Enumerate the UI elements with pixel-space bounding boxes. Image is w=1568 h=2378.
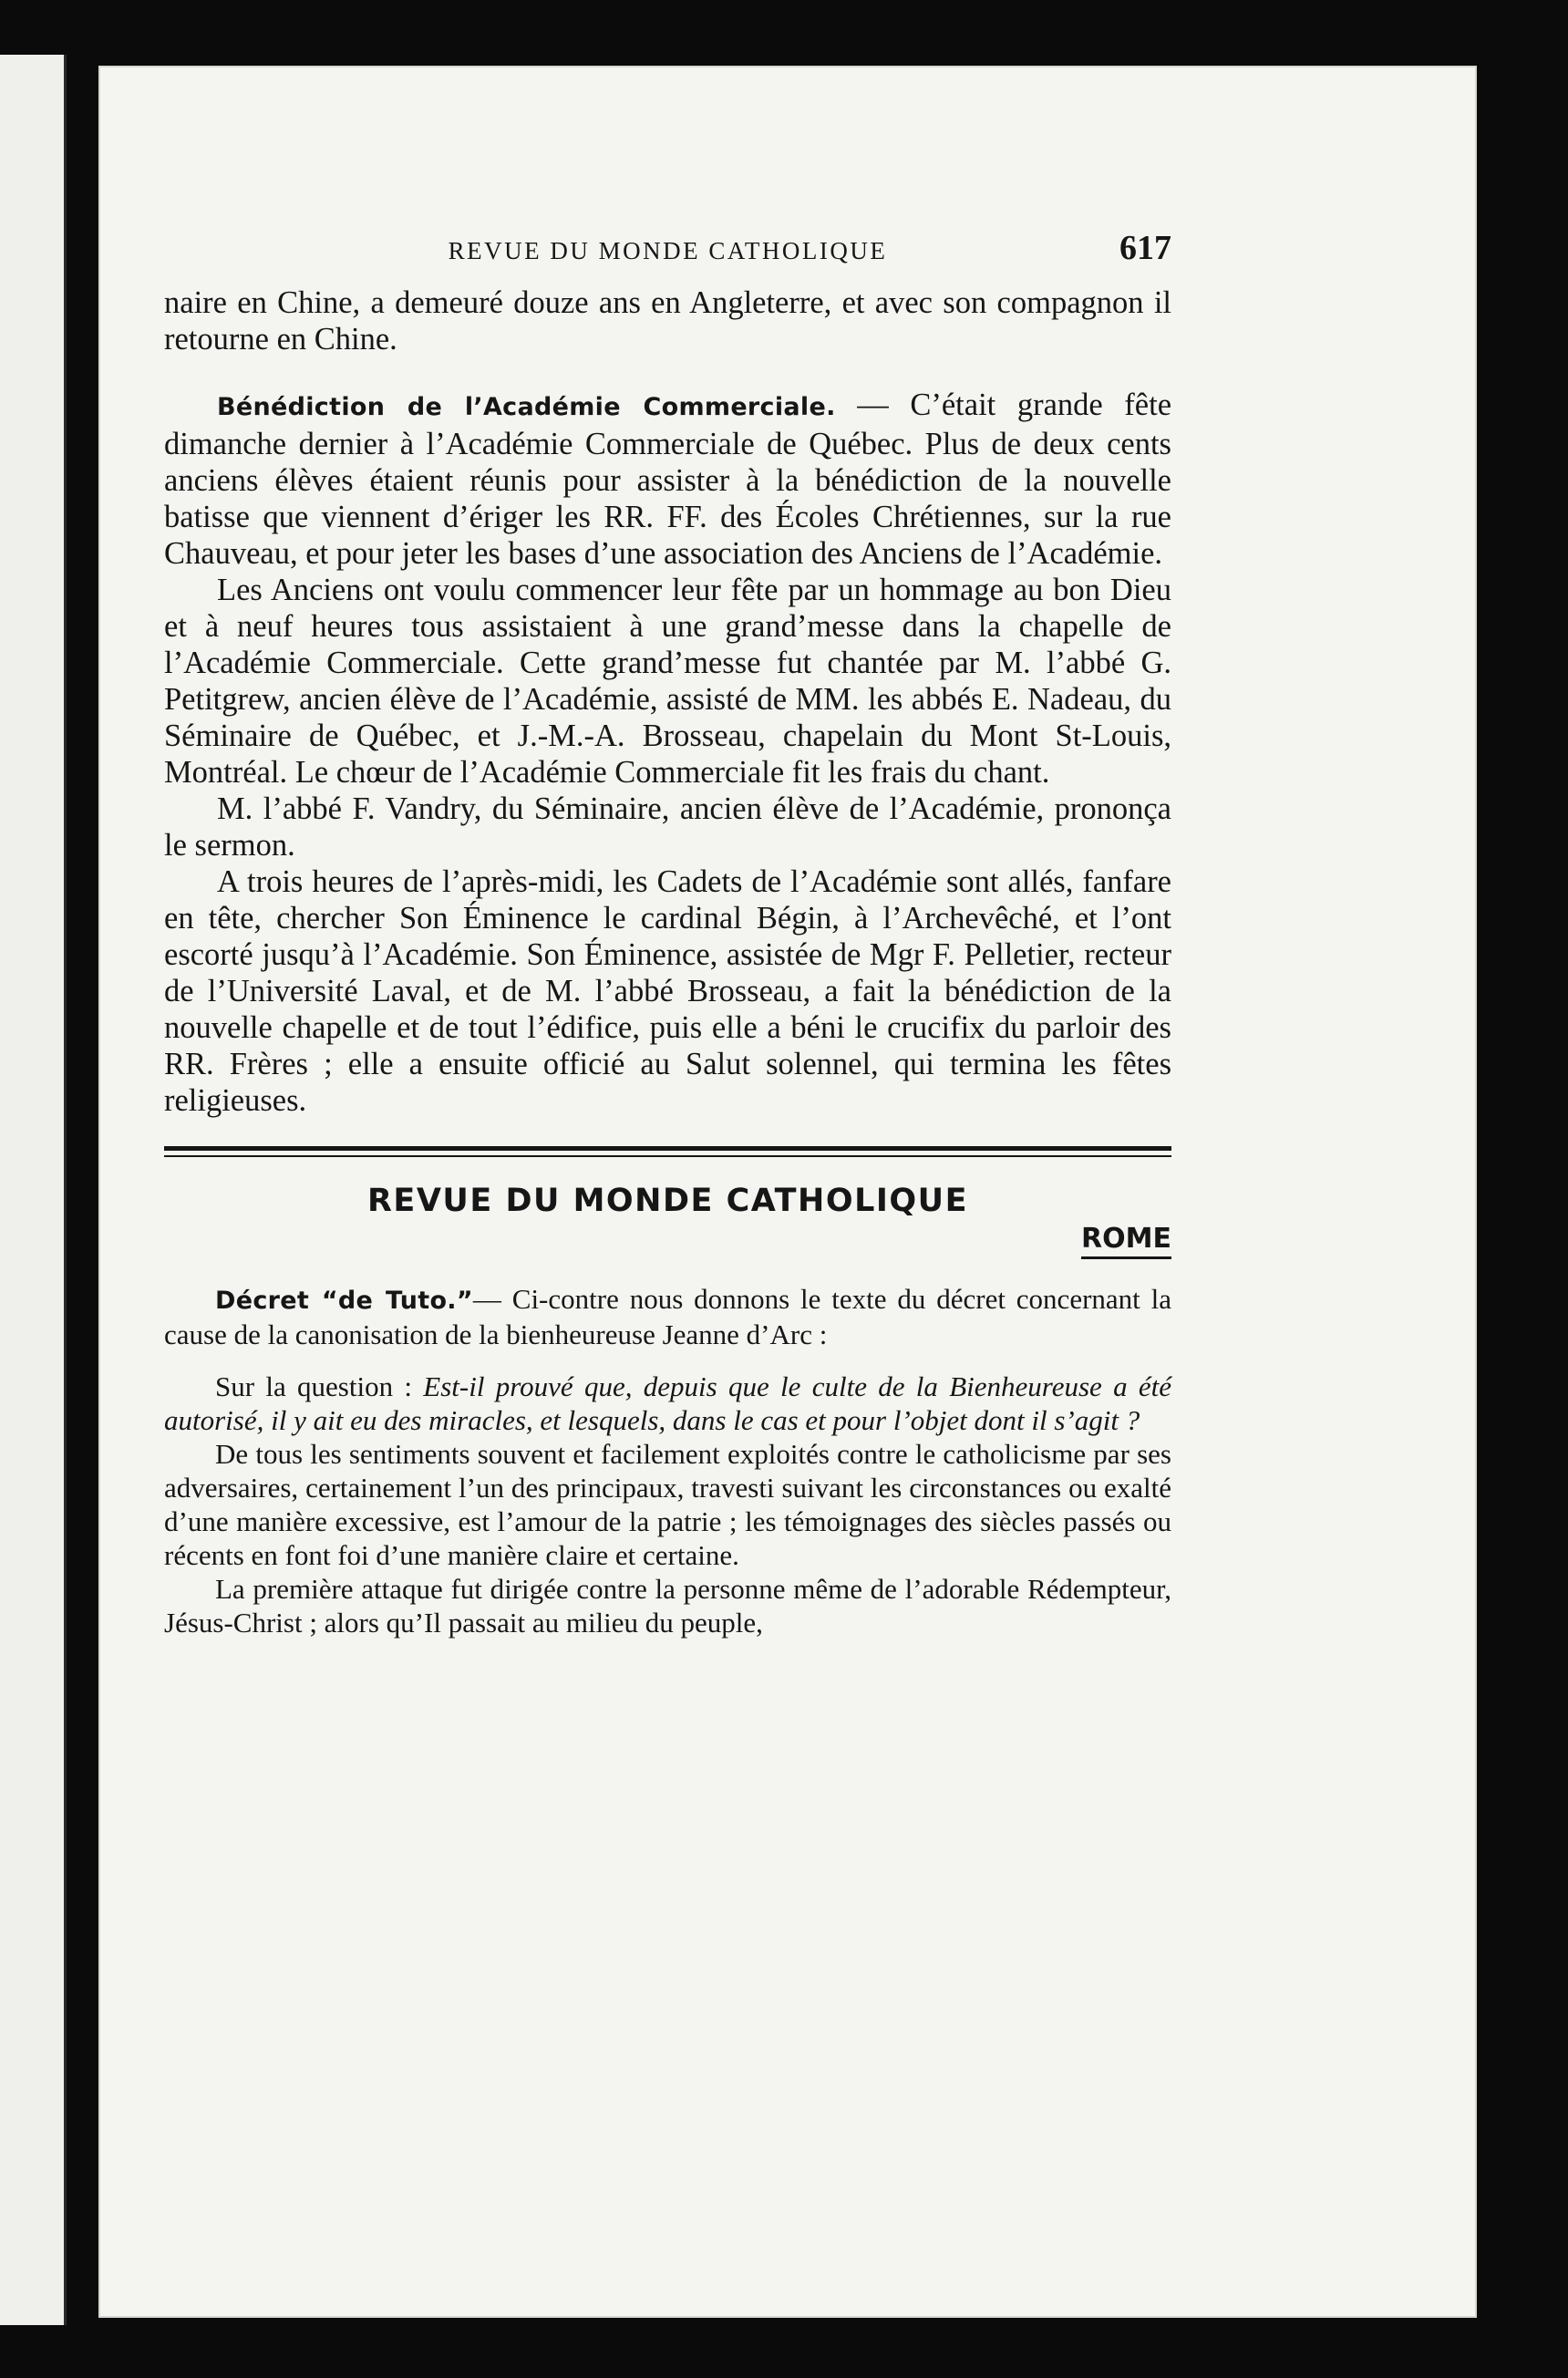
article-lead: — Ci-contre nous donnons le texte du décret concernant la cause de la canonisation de la bienheureuse Jeanne d’Arc : (164, 1283, 1171, 1350)
double-rule-divider (164, 1146, 1171, 1157)
article-lead: — C’était grande fête dimanche dernier à l’Académie Commerciale de Québec. Plus de deux cents anciens élèves étaient réunis pour assister à la bénédiction de la nouvelle batisse que viennent d’ériger les RR. FF. des Écoles Chrétiennes, sur la rue Chauveau, et pour jeter les bases d’une association des Anciens de l’Académie. (164, 388, 1172, 571)
article-paragraph: Les Anciens ont voulu commencer leur fête par un hommage au bon Dieu et à neuf heures tous assistaient à une grand’messe dans la chapelle de l’Académie Commerciale. Cette grand’messe fut chantée par M. l’abbé G. Petitgrew, ancien élève de l’Académie, assisté de MM. les abbés E. Nadeau, du Séminaire de Québec, et J.-M.-A. Brosseau, chapelain du Mont St-Louis, Montréal. Le chœur de l’Académie Commerciale fit les frais du chant. (164, 573, 1171, 790)
question-text: Est-il prouvé que, depuis que le culte de la Bienheureuse a été autorisé, il y ait eu des miracles, et lesquels, dans le cas et pour l’objet dont il s’agit ? (164, 1370, 1171, 1436)
article-paragraph: De tous les sentiments souvent et facilement exploités contre le catholicisme par ses adversaires, certainement l’un des principaux, travesti suivant les circonstances ou exalté d’une manière excessive, est l’amour de la patrie ; les témoignages des siècles passés ou récents en font foi d’une manière claire et certaine. (164, 1438, 1171, 1571)
question-label: Sur la question : (215, 1370, 424, 1402)
article-heading: Décret “de Tuto.” (215, 1287, 473, 1315)
running-title: REVUE DU MONDE CATHOLIQUE (448, 237, 888, 264)
article-paragraph (164, 387, 1171, 572)
section-title: REVUE DU MONDE CATHOLIQUE (366, 1183, 969, 1219)
decree-article (164, 1282, 1171, 1639)
question-paragraph (164, 1370, 1171, 1437)
article-heading: Bénédiction de l’Académie Commerciale. (217, 393, 836, 421)
article-paragraph: A trois heures de l’après-midi, les Cadets de l’Académie sont allés, fanfare en tête, chercher Son Éminence le cardinal Bégin, à l’Archevêché, et l’ont escorté jusqu’à l’Académie. Son Éminence, assistée de Mgr F. Pelletier, recteur de l’Université Laval, et de M. l’abbé Brosseau, a fait la bénédiction de la nouvelle chapelle et de tout l’édifice, puis elle a béni le crucifix du parloir des RR. Frères ; elle a ensuite officié au Salut solennel, qui termina les fêtes religieuses. (164, 864, 1171, 1118)
article-paragraph: La première attaque fut dirigée contre la personne même de l’adorable Rédempteur, Jésus-Christ ; alors qu’Il passait au milieu du peuple, (164, 1573, 1171, 1639)
continued-paragraph: naire en Chine, a demeuré douze ans en Angleterre, et avec son compagnon il retourne en Chine. (164, 285, 1171, 357)
page-number: 617 (1119, 229, 1171, 267)
section-subtitle: ROME (164, 1223, 1171, 1255)
article-paragraph: M. l’abbé F. Vandry, du Séminaire, ancien élève de l’Académie, prononça le sermon. (164, 791, 1171, 863)
left-page-edge (0, 55, 67, 2325)
page-content (164, 228, 1171, 1639)
article-paragraph (164, 1282, 1171, 1351)
running-head (164, 228, 1171, 284)
